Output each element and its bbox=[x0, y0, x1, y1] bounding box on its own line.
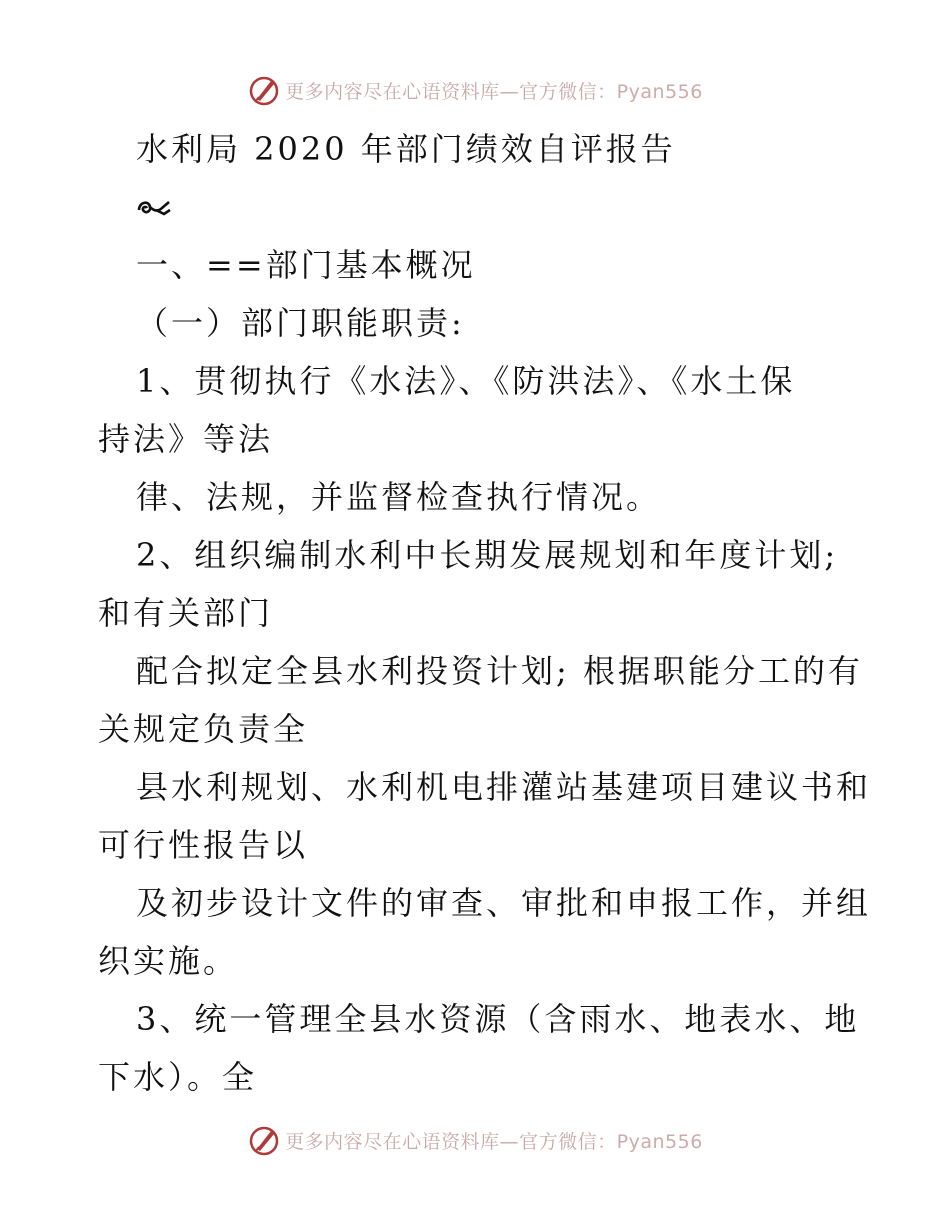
feather-pen-icon bbox=[247, 73, 281, 107]
swirl-ornament-icon bbox=[136, 196, 172, 218]
paragraph-line: 下水）。全 bbox=[98, 1058, 258, 1096]
feather-pen-icon bbox=[247, 1123, 281, 1157]
watermark-wechat-id: Pyan556 bbox=[616, 1130, 703, 1153]
header-watermark bbox=[0, 70, 950, 110]
subsection-heading: （一）部门职能职责: bbox=[136, 304, 465, 342]
paragraph-line: 关规定负责全 bbox=[98, 710, 309, 748]
watermark-text: 更多内容尽在心语资料库—官方微信：Pyan556 bbox=[285, 80, 703, 103]
paragraph-line: 和有关部门 bbox=[98, 594, 274, 632]
paragraph-line: 县水利规划、水利机电排灌站基建项目建议书和 bbox=[136, 768, 872, 806]
paragraph-line: 持法》等法 bbox=[98, 420, 274, 458]
paragraph-line: 可行性报告以 bbox=[98, 826, 309, 864]
paragraph-line: 2、组织编制水利中长期发展规划和年度计划; bbox=[136, 536, 839, 574]
document-body bbox=[98, 120, 872, 1106]
watermark-text: 更多内容尽在心语资料库—官方微信：Pyan556 bbox=[285, 1130, 703, 1153]
paragraph-line: 律、法规，并监督检查执行情况。 bbox=[136, 478, 662, 516]
section-heading: 一、==部门基本概况 bbox=[136, 246, 476, 284]
paragraph-line: 配合拟定全县水利投资计划; 根据职能分工的有 bbox=[136, 652, 863, 690]
watermark-inner bbox=[247, 1123, 703, 1157]
watermark-wechat-id: Pyan556 bbox=[616, 80, 703, 103]
paragraph-line: 织实施。 bbox=[98, 942, 239, 980]
paragraph-line: 1、贯彻执行《水法》、《防洪法》、《水土保 bbox=[136, 362, 796, 400]
document-title: 水利局 2020 年部门绩效自评报告 bbox=[136, 130, 676, 168]
paragraph-line: 3、统一管理全县水资源（含雨水、地表水、地 bbox=[136, 1000, 860, 1038]
ornament bbox=[98, 178, 858, 236]
footer-watermark bbox=[0, 1120, 950, 1160]
watermark-inner bbox=[247, 73, 703, 107]
paragraph-line: 及初步设计文件的审查、审批和申报工作，并组 bbox=[136, 884, 872, 922]
